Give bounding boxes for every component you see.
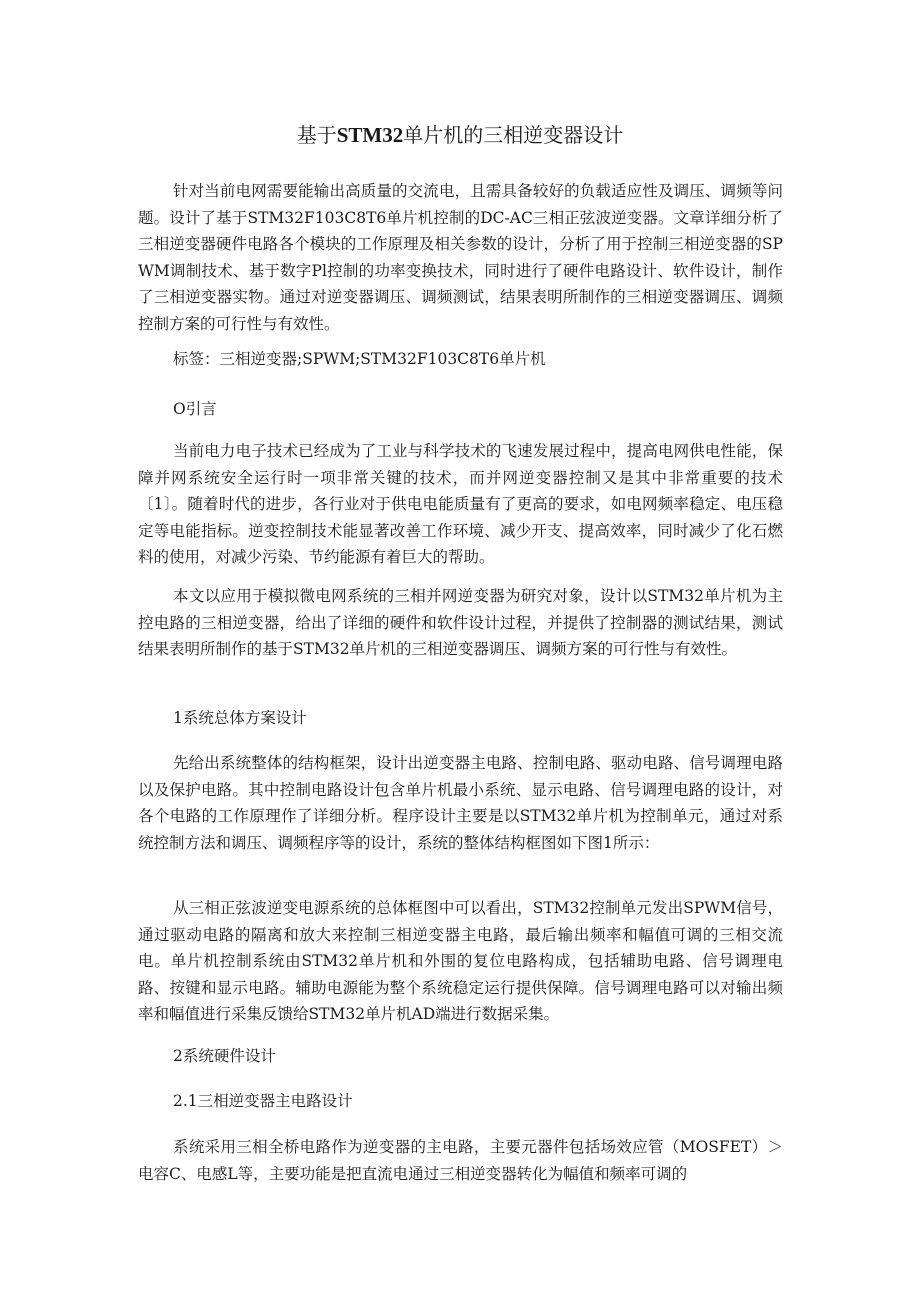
abstract-paragraph: 针对当前电网需要能输出高质量的交流电，且需具备较好的负载适应性及调压、调频等问题。设计了基于STM32F103C8T6单片机控制的DC-AC三相正弦波逆变器。文章详细分析了三相逆变器硬件电路各个模块的工作原理及相关参数的设计，分析了用于控制三相逆变器的SPWM调制技术、基于数字Pl控制的功率变换技术，同时进行了硬件电路设计、软件设计，制作了三相逆变器实物。通过对逆变器调压、调频测试，结果表明所制作的三相逆变器调压、调频控制方案的可行性与有效性。 [138, 182, 783, 333]
section-0-heading: O引言 [173, 400, 217, 418]
section-0-paragraph-1: 当前电力电子技术已经成为了工业与科学技术的飞速发展过程中，提高电网供电性能，保障并网系统安全运行时一项非常关键的技术，而并网逆变器控制又是其中非常重要的技术〔1〕。随着时代的进步，各行业对于供电电能质量有了更高的要求，如电网频率稳定、电压稳定等电能指标。逆变控制技术能显著改善工作环境、减少开支、提高效率，同时减少了化石燃料的使用，对减少污染、节约能源有着巨大的帮助。 [138, 442, 783, 566]
keywords-line: 标签：三相逆变器;SPWM;STM32F103C8T6单片机 [173, 350, 546, 368]
section-1-paragraph-1: 先给出系统整体的结构框架，设计出逆变器主电路、控制电路、驱动电路、信号调理电路以及保护电路。其中控制电路设计包含单片机最小系统、显示电路、信号调理电路的设计，对各个电路的工作原理作了详细分析。程序设计主要是以STM32单片机为控制单元，通过对系统控制方法和调压、调频程序等的设计，系统的整体结构框图如下图1所示： [138, 754, 783, 852]
section-2-1-heading: 2.1三相逆变器主电路设计 [173, 1092, 353, 1110]
title-bold: STM32 [336, 123, 404, 147]
title-prefix: 基于 [296, 123, 337, 147]
section-1-heading: 1系统总体方案设计 [173, 709, 307, 727]
section-2-1-paragraph-1: 系统采用三相全桥电路作为逆变器的主电路，主要元器件包括场效应管（MOSFET）＞电容C、电感L等，主要功能是把直流电通过三相逆变器转化为幅值和频率可调的 [138, 1138, 783, 1183]
section-2-heading: 2系统硬件设计 [173, 1047, 276, 1065]
section-1-paragraph-2: 从三相正弦波逆变电源系统的总体框图中可以看出，STM32控制单元发出SPWM信号，通过驱动电路的隔离和放大来控制三相逆变器主电路，最后输出频率和幅值可调的三相交流电。单片机控制系统由STM32单片机和外围的复位电路构成，包括辅助电路、信号调理电路、按键和显示电路。辅助电源能为整个系统稳定运行提供保障。信号调理电路可以对输出频率和幅值进行采集反馈给STM32单片机AD端进行数据采集。 [138, 899, 783, 1023]
document-title [0, 120, 920, 150]
section-0-paragraph-2: 本文以应用于模拟微电网系统的三相并网逆变器为研究对象，设计以STM32单片机为主控电路的三相逆变器，给出了详细的硬件和软件设计过程，并提供了控制器的测试结果，测试结果表明所制作的基于STM32单片机的三相逆变器调压、调频方案的可行性与有效性。 [138, 587, 783, 658]
title-suffix: 单片机的三相逆变器设计 [403, 123, 624, 147]
